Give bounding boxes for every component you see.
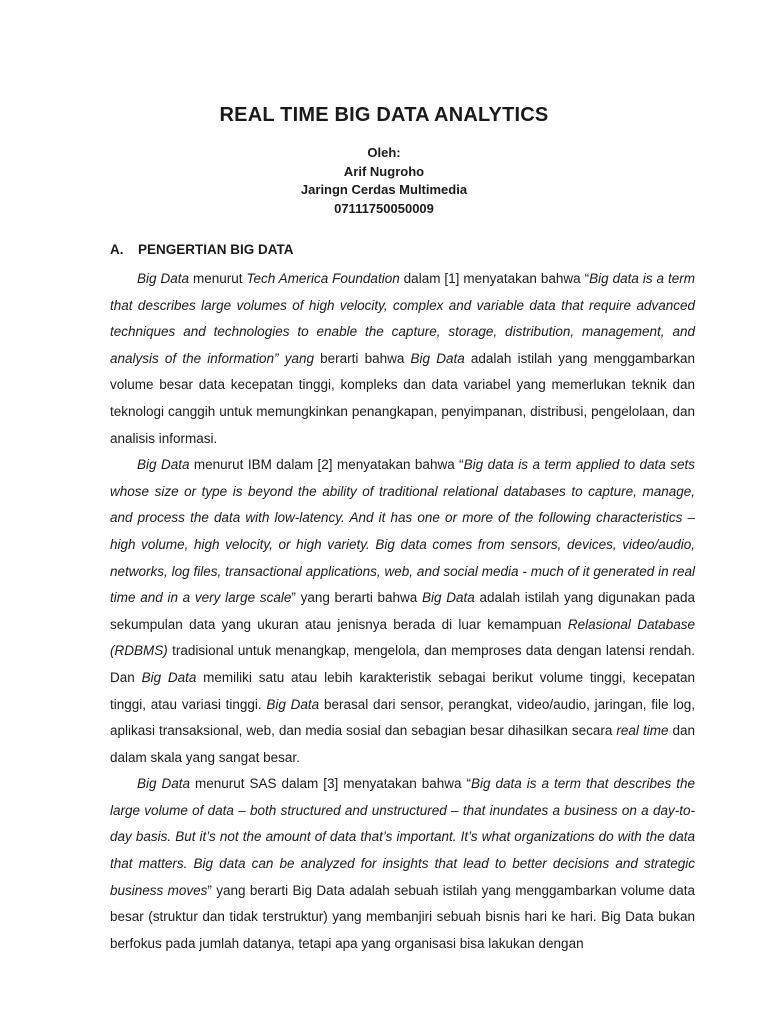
paragraph-3 [110,771,695,957]
italic-term: real time [616,723,669,739]
text-span: dan dalam skala yang sangat besar. [110,723,695,765]
author-name: Arif Nugroho [343,163,425,179]
text-span: menurut SAS dalam [3] menyatakan bahwa “ [190,776,472,792]
program-name: Jaringn Cerdas Multimedia [300,182,468,197]
paragraph-2 [110,452,695,771]
text-span: berasal dari sensor, perangkat, video/audio, jaringan, file log, aplikasi transaksional, web, dan media sosial dan sebagian besar dihasilkan secara [110,696,696,739]
text-span: ” yang berarti Big Data adalah sebuah istilah yang menggambarkan volume data besar (struktur dan tidak terstruktur) yang membanjiri sebuah bisnis hari ke hari. Big Data bukan berfokus pada jumlah datanya, tetapi apa yang organisasi bisa lakukan dengan [110,882,695,951]
document-title: REAL TIME BIG DATA ANALYTICS [219,104,549,126]
italic-term: Big Data [137,271,189,286]
section-heading [110,240,695,260]
italic-term: Big Data [137,457,190,473]
text-span: adalah istilah yang menggambarkan volume besar data kecepatan tinggi, kompleks dan data variabel yang memerlukan teknik dan teknologi canggih untuk memungkinkan penangkapan, penyimpanan, distribusi, pengelolaan, dan analisis informasi. [110,350,695,446]
byline [0,144,768,218]
text-span: adalah istilah yang digunakan pada sekumpulan data yang ukuran atau jenisnya berada di luar kemampuan [110,590,696,632]
italic-quote: Big data is a term applied to data sets whose size or type is beyond the ability of traditional relational databases to capture, manage, and process the data with low-latency. And it has one or more of the following characteristics – high volume, high velocity, or high variety. Big data comes from sensors, devices, video/audio, networks, log files, transactional applications, web, and social media - much of it generated in real time and in a very large scale [110,457,695,606]
text-span: menurut [189,271,247,286]
italic-quote: Big data is a term that describes large volumes of high velocity, complex and variable data that require advanced techniques and technologies to enable the capture, storage, distribution, management, and analysis of the information” yang [110,271,696,366]
text-span: menurut IBM dalam [2] menyatakan bahwa “ [189,457,464,473]
section-number: A. [110,242,124,257]
text-span: dalam [1] menyatakan bahwa “ [399,271,590,286]
document-body [110,240,695,957]
italic-quote: Big data is a term that describes the large volume of data – both structured and unstructured – that inundates a business on a day-to-day basis. But it’s not the amount of data that’s important. It’s what organizations do with the data that matters. Big data can be analyzed for insights that lead to better decisions and strategic business moves [110,776,695,898]
italic-term: Big Data [410,350,465,366]
byline-label: Oleh: [367,145,401,160]
italic-term: Big Data [137,776,191,792]
text-span: berarti bahwa [314,350,411,366]
section-title: PENGERTIAN BIG DATA [138,242,294,257]
student-id: 07111750050009 [334,200,434,216]
italic-term: Tech America Foundation [246,271,400,286]
italic-term: Big Data [422,590,475,606]
text-span: memiliki satu atau lebih karakteristik sebagai berikut volume tinggi, kecepatan tinggi, atau variasi tinggi. [110,669,695,712]
italic-term: Relasional Database (RDBMS) [110,616,695,659]
italic-term: Big Data [141,669,197,685]
text-span: tradisional untuk menangkap, mengelola, dan memproses data dengan latensi rendah. Dan [110,643,695,685]
text-span: ” yang berarti bahwa [291,590,423,606]
italic-term: Big Data [266,696,320,712]
paragraph-1 [110,266,695,452]
